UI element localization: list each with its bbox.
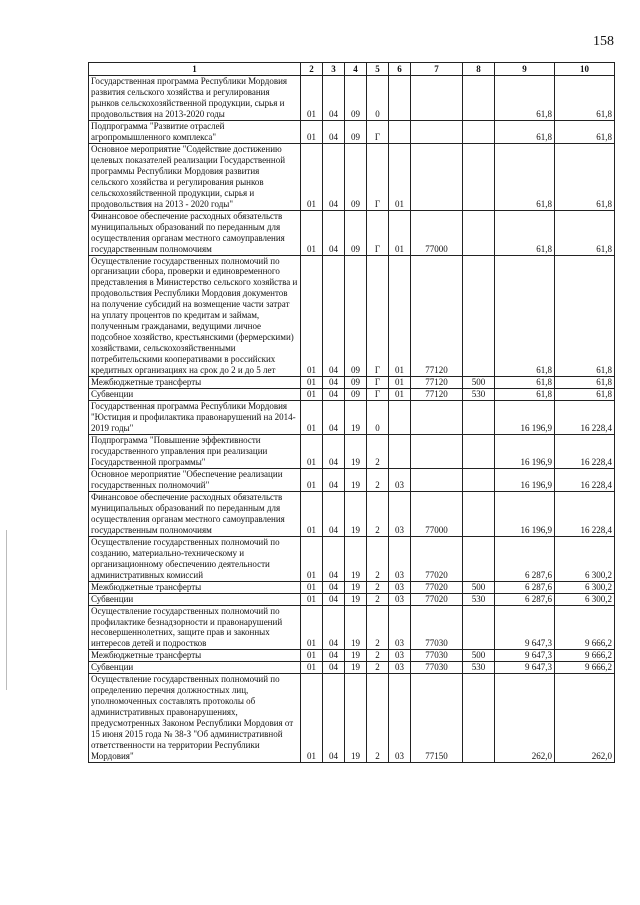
code-ministry: 01 (301, 536, 323, 581)
amount-year-2: 61,8 (555, 389, 615, 401)
code-expense-type: 500 (463, 581, 495, 593)
row-name: Межбюджетные трансферты (89, 650, 301, 662)
code-expense-type (463, 255, 495, 377)
page-number: 158 (593, 34, 614, 49)
code-section: 04 (323, 674, 345, 763)
column-header-9: 9 (495, 63, 555, 76)
row-name: Основное мероприятие "Содействие достижению целевых показателей реализации Государственной программы Республики Мордовия развития сельского хозяйства и регулирования рынков сельскохозяйственной продукции, сырья и продовольствия на 2013 - 2020 годы" (89, 143, 301, 210)
table-row (89, 662, 615, 674)
code-ministry: 01 (301, 389, 323, 401)
code-program: 09 (345, 76, 367, 121)
code-expense-type: 500 (463, 650, 495, 662)
code-event: 03 (389, 593, 411, 605)
table-row (89, 401, 615, 435)
table-row (89, 76, 615, 121)
row-name: Финансовое обеспечение расходных обязательств муниципальных образований по переданным для осуществления органам местного самоуправления государственным полномочиям (89, 210, 301, 255)
code-program: 19 (345, 650, 367, 662)
code-subprogram: 2 (367, 536, 389, 581)
code-section: 04 (323, 377, 345, 389)
amount-year-1: 16 196,9 (495, 491, 555, 536)
code-ministry: 01 (301, 605, 323, 650)
code-subprogram: 0 (367, 76, 389, 121)
code-event: 03 (389, 581, 411, 593)
row-name: Осуществление государственных полномочий по организации сбора, проверки и единовременного представления в Министерство сельского хозяйства и продовольствия Республики Мордовия документов на получение субсидий на возмещение части затрат на уплату процентов по кредитам и займам, полученным гражданами, ведущими личное подсобное хозяйство, крестьянскими (фермерскими) хозяйствами, сельскохозяйственными потребительскими кооперативами в российских кредитных организациях на срок до 2 и до 5 лет (89, 255, 301, 377)
amount-year-2: 61,8 (555, 377, 615, 389)
table-row (89, 468, 615, 491)
code-expense-type (463, 401, 495, 435)
code-expense-type (463, 605, 495, 650)
code-section: 04 (323, 120, 345, 143)
code-direction: 77030 (411, 605, 463, 650)
amount-year-2: 6 300,2 (555, 593, 615, 605)
table-row (89, 593, 615, 605)
amount-year-2: 9 666,2 (555, 605, 615, 650)
code-ministry: 01 (301, 143, 323, 210)
code-program: 19 (345, 491, 367, 536)
code-direction (411, 435, 463, 469)
code-direction: 77030 (411, 662, 463, 674)
code-ministry: 01 (301, 662, 323, 674)
code-ministry: 01 (301, 210, 323, 255)
code-program: 19 (345, 581, 367, 593)
column-header-4: 4 (345, 63, 367, 76)
code-direction: 77150 (411, 674, 463, 763)
code-ministry: 01 (301, 491, 323, 536)
row-name: Подпрограмма "Развитие отраслей агропромышленного комплекса" (89, 120, 301, 143)
row-name: Межбюджетные трансферты (89, 377, 301, 389)
column-header-7: 7 (411, 63, 463, 76)
amount-year-1: 16 196,9 (495, 468, 555, 491)
code-event: 01 (389, 143, 411, 210)
code-event: 01 (389, 377, 411, 389)
amount-year-2: 6 300,2 (555, 581, 615, 593)
row-name: Государственная программа Республики Мордовия развития сельского хозяйства и регулирования рынков сельскохозяйственной продукции, сырья и продовольствия на 2013-2020 годы (89, 76, 301, 121)
amount-year-1: 61,8 (495, 377, 555, 389)
row-name: Подпрограмма "Повышение эффективности государственного управления при реализации Государственной программы" (89, 435, 301, 469)
code-expense-type (463, 435, 495, 469)
code-subprogram: 2 (367, 435, 389, 469)
code-direction (411, 143, 463, 210)
code-section: 04 (323, 389, 345, 401)
amount-year-1: 61,8 (495, 143, 555, 210)
code-event: 01 (389, 389, 411, 401)
code-subprogram: 2 (367, 491, 389, 536)
row-name: Государственная программа Республики Мордовия "Юстиция и профилактика правонарушений на 2014-2019 годы" (89, 401, 301, 435)
code-section: 04 (323, 536, 345, 581)
row-name: Межбюджетные трансферты (89, 581, 301, 593)
code-program: 09 (345, 210, 367, 255)
code-section: 04 (323, 468, 345, 491)
code-direction (411, 401, 463, 435)
code-event: 01 (389, 255, 411, 377)
amount-year-2: 9 666,2 (555, 650, 615, 662)
column-header-1: 1 (89, 63, 301, 76)
table-row (89, 650, 615, 662)
table-row (89, 605, 615, 650)
code-expense-type: 500 (463, 377, 495, 389)
code-ministry: 01 (301, 435, 323, 469)
code-subprogram: 2 (367, 581, 389, 593)
amount-year-1: 6 287,6 (495, 536, 555, 581)
amount-year-1: 16 196,9 (495, 401, 555, 435)
code-section: 04 (323, 401, 345, 435)
code-expense-type: 530 (463, 389, 495, 401)
amount-year-2: 61,8 (555, 120, 615, 143)
code-program: 19 (345, 605, 367, 650)
code-program: 09 (345, 389, 367, 401)
amount-year-2: 61,8 (555, 210, 615, 255)
code-ministry: 01 (301, 377, 323, 389)
code-ministry: 01 (301, 593, 323, 605)
code-subprogram: Г (367, 389, 389, 401)
code-direction: 77030 (411, 650, 463, 662)
code-ministry: 01 (301, 581, 323, 593)
code-expense-type (463, 536, 495, 581)
code-event (389, 435, 411, 469)
table-row (89, 536, 615, 581)
code-program: 09 (345, 143, 367, 210)
code-ministry: 01 (301, 120, 323, 143)
amount-year-1: 61,8 (495, 210, 555, 255)
row-name: Субвенции (89, 593, 301, 605)
code-event: 03 (389, 674, 411, 763)
code-program: 19 (345, 468, 367, 491)
code-event (389, 401, 411, 435)
code-ministry: 01 (301, 468, 323, 491)
code-section: 04 (323, 593, 345, 605)
code-subprogram: Г (367, 377, 389, 389)
code-event (389, 120, 411, 143)
table-row (89, 491, 615, 536)
code-program: 19 (345, 662, 367, 674)
code-event: 01 (389, 210, 411, 255)
code-subprogram: 2 (367, 468, 389, 491)
amount-year-1: 16 196,9 (495, 435, 555, 469)
code-section: 04 (323, 650, 345, 662)
amount-year-2: 262,0 (555, 674, 615, 763)
table-row (89, 377, 615, 389)
code-expense-type (463, 76, 495, 121)
code-direction: 77000 (411, 210, 463, 255)
code-expense-type (463, 491, 495, 536)
code-subprogram: Г (367, 255, 389, 377)
row-name: Основное мероприятие "Обеспечение реализации государственных полномочий" (89, 468, 301, 491)
column-header-5: 5 (367, 63, 389, 76)
code-direction: 77120 (411, 255, 463, 377)
code-ministry: 01 (301, 674, 323, 763)
amount-year-2: 61,8 (555, 76, 615, 121)
column-header-8: 8 (463, 63, 495, 76)
amount-year-2: 9 666,2 (555, 662, 615, 674)
code-event: 03 (389, 491, 411, 536)
code-direction (411, 120, 463, 143)
amount-year-1: 61,8 (495, 120, 555, 143)
amount-year-1: 9 647,3 (495, 650, 555, 662)
code-subprogram: 2 (367, 593, 389, 605)
amount-year-1: 9 647,3 (495, 605, 555, 650)
code-direction (411, 76, 463, 121)
code-direction: 77020 (411, 536, 463, 581)
code-subprogram: 2 (367, 605, 389, 650)
code-direction: 77120 (411, 377, 463, 389)
code-event: 03 (389, 605, 411, 650)
code-section: 04 (323, 210, 345, 255)
code-ministry: 01 (301, 76, 323, 121)
code-expense-type: 530 (463, 593, 495, 605)
amount-year-1: 61,8 (495, 255, 555, 377)
table-row (89, 581, 615, 593)
code-expense-type (463, 143, 495, 210)
amount-year-1: 9 647,3 (495, 662, 555, 674)
code-direction: 77020 (411, 593, 463, 605)
row-name: Осуществление государственных полномочий по профилактике безнадзорности и правонарушений несовершеннолетних, защите прав и законных интересов детей и подростков (89, 605, 301, 650)
table-row (89, 143, 615, 210)
scan-edge-mark (6, 530, 7, 690)
code-ministry: 01 (301, 255, 323, 377)
code-program: 19 (345, 593, 367, 605)
table-row (89, 674, 615, 763)
code-event (389, 76, 411, 121)
code-section: 04 (323, 435, 345, 469)
code-ministry: 01 (301, 401, 323, 435)
amount-year-2: 16 228,4 (555, 435, 615, 469)
amount-year-2: 16 228,4 (555, 491, 615, 536)
row-name: Субвенции (89, 389, 301, 401)
code-subprogram: Г (367, 143, 389, 210)
code-section: 04 (323, 255, 345, 377)
column-header-3: 3 (323, 63, 345, 76)
amount-year-1: 61,8 (495, 76, 555, 121)
code-expense-type (463, 120, 495, 143)
code-expense-type: 530 (463, 662, 495, 674)
row-name: Осуществление государственных полномочий по созданию, материально-техническому и организационному обеспечению деятельности административных комиссий (89, 536, 301, 581)
code-program: 19 (345, 401, 367, 435)
code-event: 03 (389, 468, 411, 491)
code-section: 04 (323, 662, 345, 674)
code-program: 19 (345, 435, 367, 469)
amount-year-2: 6 300,2 (555, 536, 615, 581)
row-name: Субвенции (89, 662, 301, 674)
budget-table (88, 62, 615, 763)
code-expense-type (463, 210, 495, 255)
code-subprogram: Г (367, 210, 389, 255)
code-expense-type (463, 674, 495, 763)
amount-year-1: 262,0 (495, 674, 555, 763)
table-header-row (89, 63, 615, 76)
code-section: 04 (323, 605, 345, 650)
row-name: Осуществление государственных полномочий по определению перечня должностных лиц, уполномоченных составлять протоколы об административных правонарушениях, предусмотренных Законом Республики Мордовия от 15 июня 2015 года № 38-З "Об административной ответственности на территории Республики Мордовия" (89, 674, 301, 763)
row-name: Финансовое обеспечение расходных обязательств муниципальных образований по переданным для осуществления органам местного самоуправления государственным полномочиям (89, 491, 301, 536)
code-subprogram: Г (367, 120, 389, 143)
table-row (89, 255, 615, 377)
code-section: 04 (323, 581, 345, 593)
amount-year-2: 16 228,4 (555, 468, 615, 491)
amount-year-2: 16 228,4 (555, 401, 615, 435)
table-row (89, 120, 615, 143)
code-event: 03 (389, 662, 411, 674)
code-direction: 77020 (411, 581, 463, 593)
column-header-10: 10 (555, 63, 615, 76)
code-section: 04 (323, 491, 345, 536)
code-program: 09 (345, 377, 367, 389)
code-program: 09 (345, 255, 367, 377)
code-subprogram: 2 (367, 674, 389, 763)
code-program: 19 (345, 674, 367, 763)
column-header-2: 2 (301, 63, 323, 76)
code-direction: 77000 (411, 491, 463, 536)
code-expense-type (463, 468, 495, 491)
code-direction (411, 468, 463, 491)
table-row (89, 435, 615, 469)
amount-year-2: 61,8 (555, 255, 615, 377)
code-section: 04 (323, 143, 345, 210)
table-row (89, 389, 615, 401)
code-event: 03 (389, 650, 411, 662)
amount-year-1: 61,8 (495, 389, 555, 401)
code-event: 03 (389, 536, 411, 581)
column-header-6: 6 (389, 63, 411, 76)
amount-year-2: 61,8 (555, 143, 615, 210)
code-direction: 77120 (411, 389, 463, 401)
code-program: 09 (345, 120, 367, 143)
code-ministry: 01 (301, 650, 323, 662)
code-subprogram: 0 (367, 401, 389, 435)
code-subprogram: 2 (367, 662, 389, 674)
amount-year-1: 6 287,6 (495, 593, 555, 605)
code-program: 19 (345, 536, 367, 581)
amount-year-1: 6 287,6 (495, 581, 555, 593)
code-section: 04 (323, 76, 345, 121)
table-body (89, 76, 615, 763)
table-row (89, 210, 615, 255)
code-subprogram: 2 (367, 650, 389, 662)
